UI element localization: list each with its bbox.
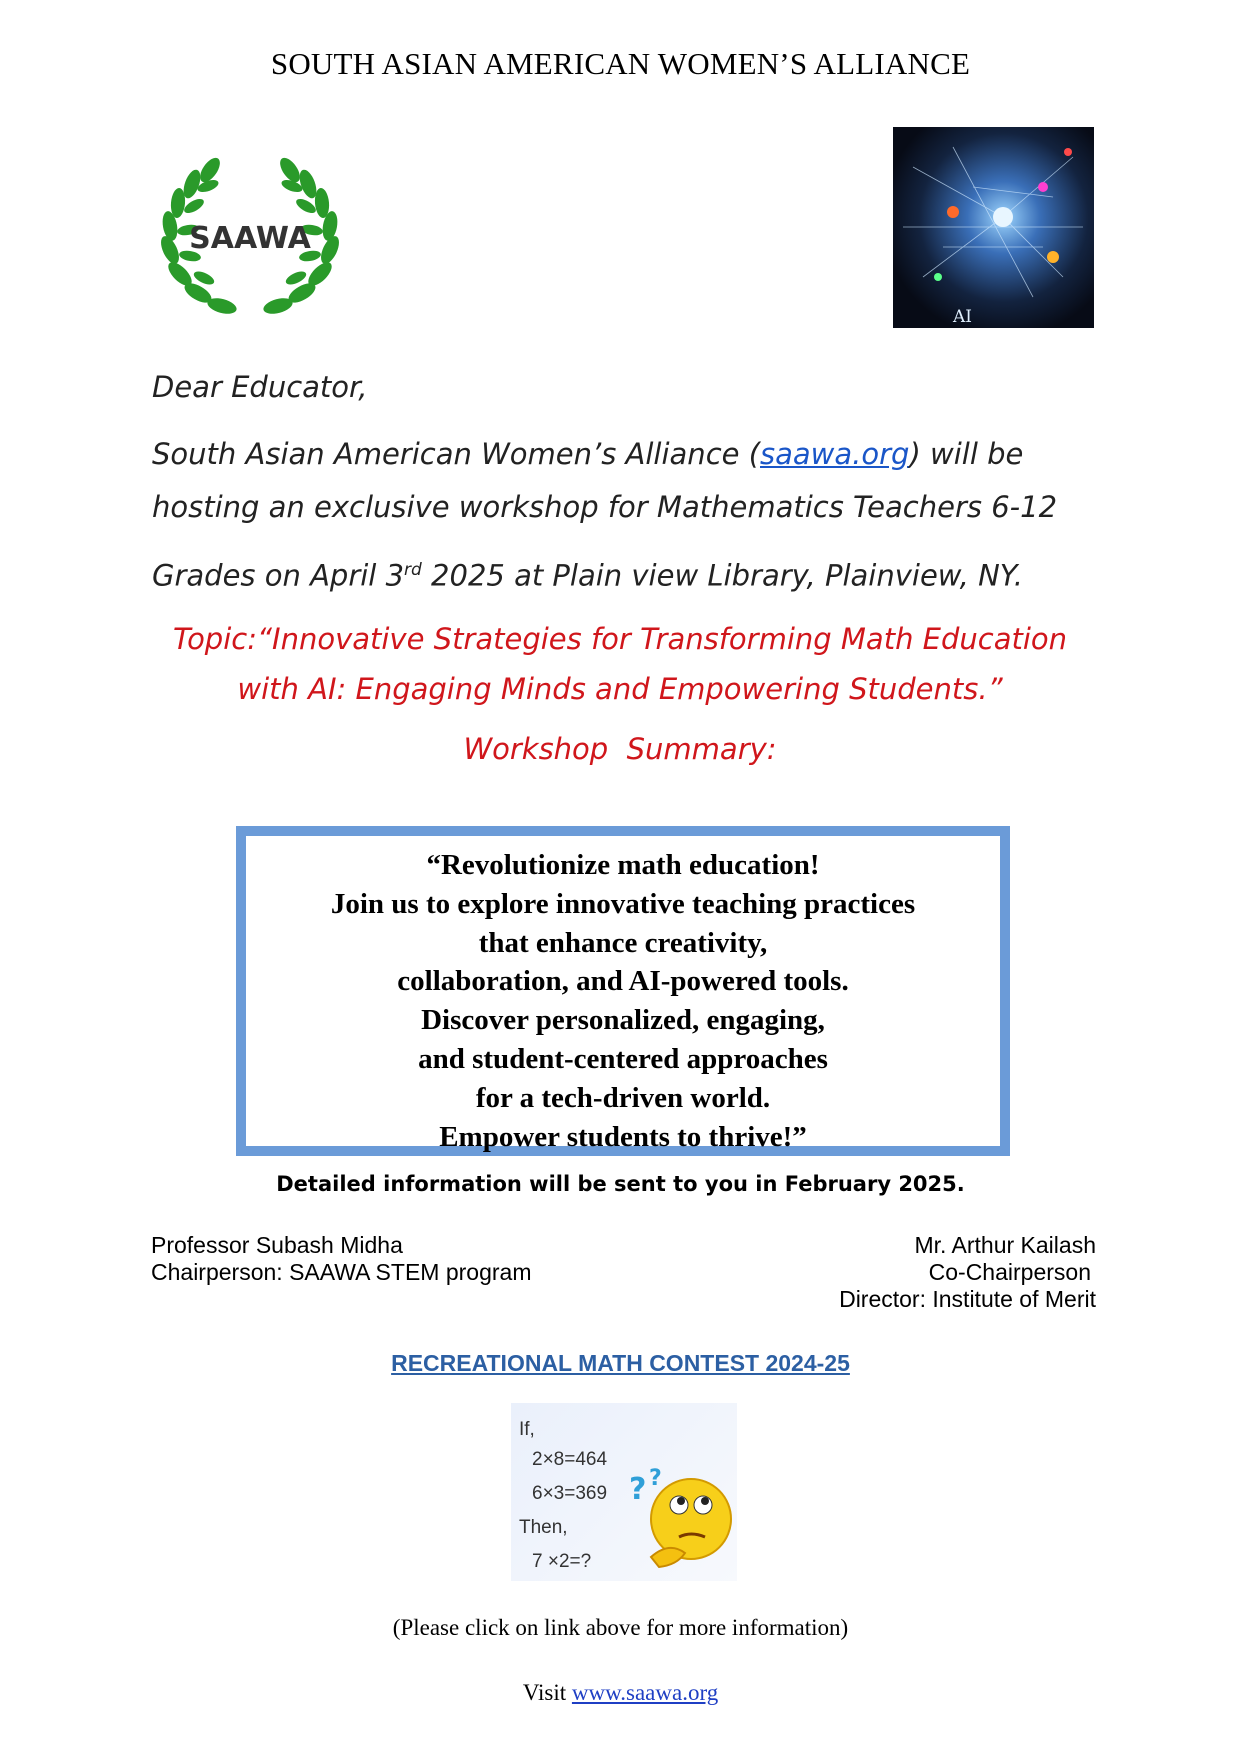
paragraph-line3: [152, 544, 1102, 603]
ai-label: AI: [953, 307, 972, 327]
math-contest-link[interactable]: RECREATIONAL MATH CONTEST 2024-25: [391, 1350, 850, 1376]
signatory-right-title: Co-Chairperson: [928, 1259, 1091, 1285]
math-puzzle-image[interactable]: [511, 1403, 737, 1581]
thinking-face-icon: [629, 1461, 737, 1571]
summary-line: Join us to explore innovative teaching practices: [330, 887, 916, 920]
laurel-wreath-icon: [150, 148, 350, 328]
summary-line: for a tech-driven world.: [475, 1081, 771, 1114]
summary-line: “Revolutionize math education!: [426, 849, 820, 881]
puzzle-question: 7 ×2=?: [532, 1551, 592, 1572]
visit-line: [0, 1680, 1241, 1706]
ordinal-suffix: rd: [404, 560, 422, 580]
puzzle-eq1: 2×8=464: [532, 1449, 608, 1470]
signatory-right-name: Mr. Arthur Kailash: [914, 1232, 1096, 1258]
summary-box: [236, 826, 1010, 1156]
summary-line: Discover personalized, engaging,: [421, 1004, 825, 1037]
puzzle-text: [519, 1417, 607, 1579]
saawa-logo: [150, 148, 350, 328]
signatory-left-title: Chairperson: SAAWA STEM program: [151, 1259, 532, 1285]
topic-line1: Topic:“Innovative Strategies for Transforming Math Education: [172, 622, 1068, 656]
summary-line: and student-centered approaches: [418, 1042, 828, 1075]
paragraph-line1: [152, 437, 1023, 471]
workshop-topic: [120, 614, 1120, 714]
saawa-link[interactable]: saawa.org: [760, 437, 910, 471]
signatory-left-name: Professor Subash Midha: [151, 1232, 403, 1258]
svg-text:?: ?: [629, 1472, 647, 1507]
signatory-left: [151, 1232, 531, 1286]
puzzle-if: If,: [519, 1419, 535, 1440]
summary-line: collaboration, and AI-powered tools.: [397, 965, 849, 998]
svg-text:?: ?: [649, 1466, 662, 1491]
greeting: Dear Educator,: [152, 370, 368, 404]
puzzle-then: Then,: [519, 1517, 568, 1538]
line3-text: Grades on April 3: [152, 558, 405, 593]
topic-line2: with AI: Engaging Minds and Empowering Students.”: [237, 672, 1003, 706]
ai-network-image: [893, 127, 1094, 328]
detail-note: Detailed information will be sent to you in February 2025.: [276, 1172, 965, 1196]
line1-text: South Asian American Women’s Alliance (: [152, 437, 761, 471]
invitation-paragraph: [152, 428, 1102, 603]
signatory-right-title2: Director: Institute of Merit: [839, 1286, 1096, 1312]
paragraph-line2: hosting an exclusive workshop for Mathematics Teachers 6-12: [152, 490, 1058, 524]
line3-text-end: 2025 at Plain view Library, Plainview, NY.: [421, 558, 1023, 593]
signatory-right: [839, 1232, 1096, 1313]
workshop-summary-heading: Workshop Summary:: [463, 732, 777, 766]
organization-title: SOUTH ASIAN AMERICAN WOMEN’S ALLIANCE: [270, 46, 971, 81]
website-link[interactable]: www.saawa.org: [571, 1680, 719, 1705]
logo-text: SAAWA: [189, 221, 311, 256]
line1-text-end: ) will be: [909, 437, 1024, 471]
click-note: (Please click on link above for more information): [392, 1615, 849, 1640]
visit-label: Visit: [522, 1680, 572, 1705]
summary-line: Empower students to thrive!”: [439, 1120, 807, 1153]
puzzle-eq2: 6×3=369: [532, 1483, 608, 1504]
neural-network-image: [893, 127, 1094, 328]
summary-text: [246, 846, 1000, 1156]
summary-line: that enhance creativity,: [478, 926, 768, 959]
